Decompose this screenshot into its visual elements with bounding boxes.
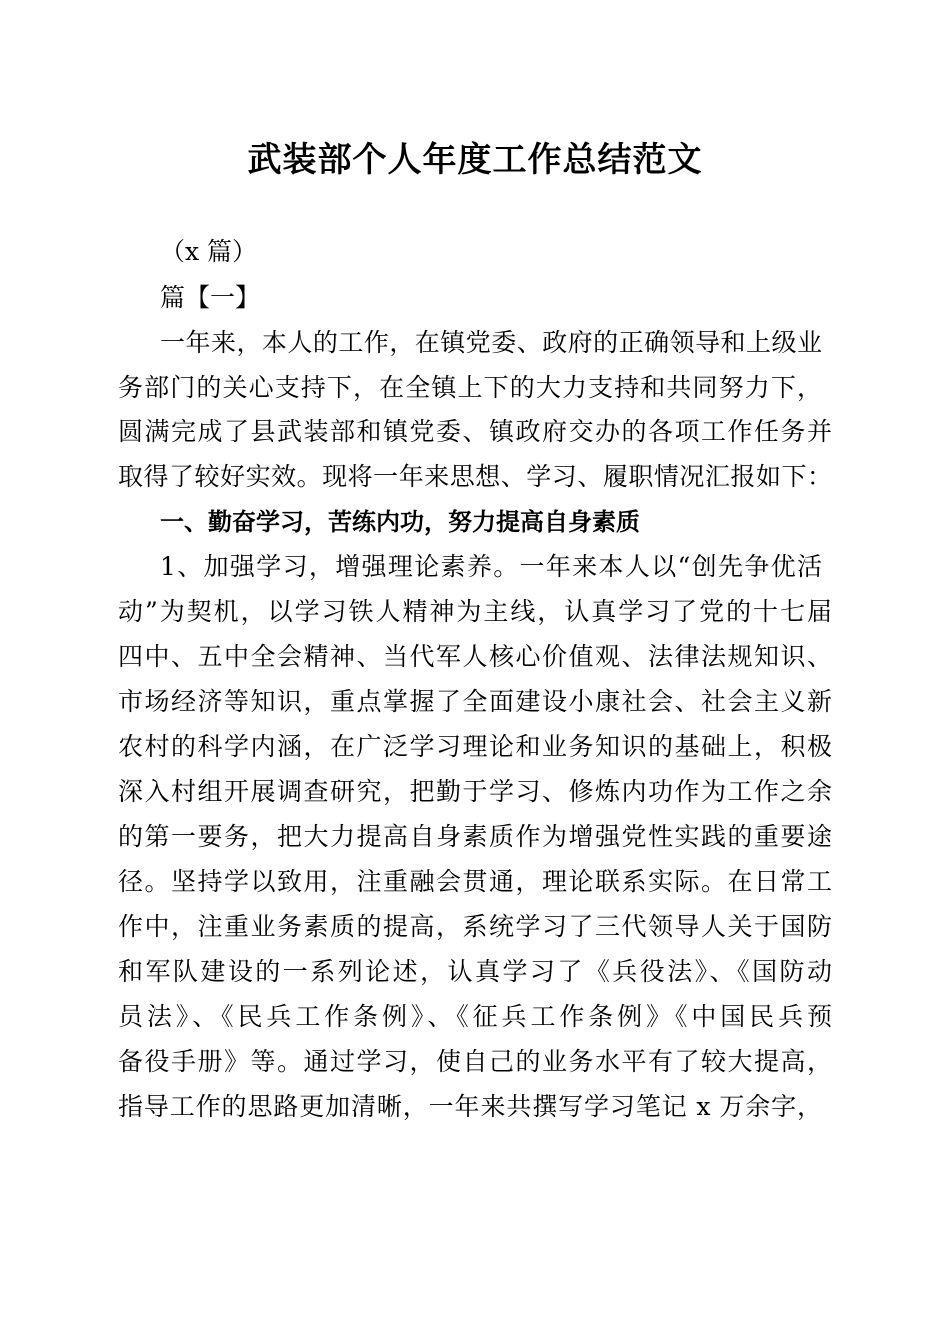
body-line: 作中，注重业务素质的提高，系统学习了三代领导人关于国防 bbox=[118, 912, 832, 941]
body-line: 1、加强学习，增强理论素养。一年来本人以“创先争优活 bbox=[160, 552, 822, 581]
body-line: 和军队建设的一系列论述，认真学习了《兵役法》、《国防动 bbox=[118, 957, 832, 986]
document-title: 武装部个人年度工作总结范文 bbox=[247, 140, 703, 180]
body-line: 四中、五中全会精神、当代军人核心价值观、法律法规知识、 bbox=[118, 642, 832, 671]
body-line: 指导工作的思路更加清晰，一年来共撰写学习笔记 x 万余字， bbox=[118, 1092, 822, 1121]
document-subtitle: （x 篇） bbox=[160, 237, 258, 266]
body-line: 的第一要务，把大力提高自身素质作为增强党性实践的重要途 bbox=[118, 822, 832, 851]
intro-line: 一年来，本人的工作，在镇党委、政府的正确领导和上级业 bbox=[160, 328, 822, 357]
intro-line: 务部门的关心支持下，在全镇上下的大力支持和共同努力下， bbox=[118, 373, 822, 402]
body-line: 备役手册》等。通过学习，使自己的业务水平有了较大提高， bbox=[118, 1047, 832, 1076]
body-line: 市场经济等知识，重点掌握了全面建设小康社会、社会主义新 bbox=[118, 687, 832, 716]
body-line: 员法》、《民兵工作条例》、《征兵工作条例》《中国民兵预 bbox=[118, 1002, 832, 1031]
body-line: 深入村组开展调查研究，把勤于学习、修炼内功作为工作之余 bbox=[118, 777, 832, 806]
body-line: 径。坚持学以致用，注重融会贯通，理论联系实际。在日常工 bbox=[118, 867, 832, 896]
intro-line: 取得了较好实效。现将一年来思想、学习、履职情况汇报如下： bbox=[118, 462, 832, 491]
body-line: 动”为契机，以学习铁人精神为主线，认真学习了党的十七届 bbox=[118, 597, 832, 626]
section-heading: 一、勤奋学习，苦练内功，努力提高自身素质 bbox=[160, 508, 640, 536]
body-line: 农村的科学内涵，在广泛学习理论和业务知识的基础上，积极 bbox=[118, 732, 832, 761]
part-label: 篇【一】 bbox=[160, 283, 261, 312]
intro-line: 圆满完成了县武装部和镇党委、镇政府交办的各项工作任务并 bbox=[118, 417, 832, 446]
